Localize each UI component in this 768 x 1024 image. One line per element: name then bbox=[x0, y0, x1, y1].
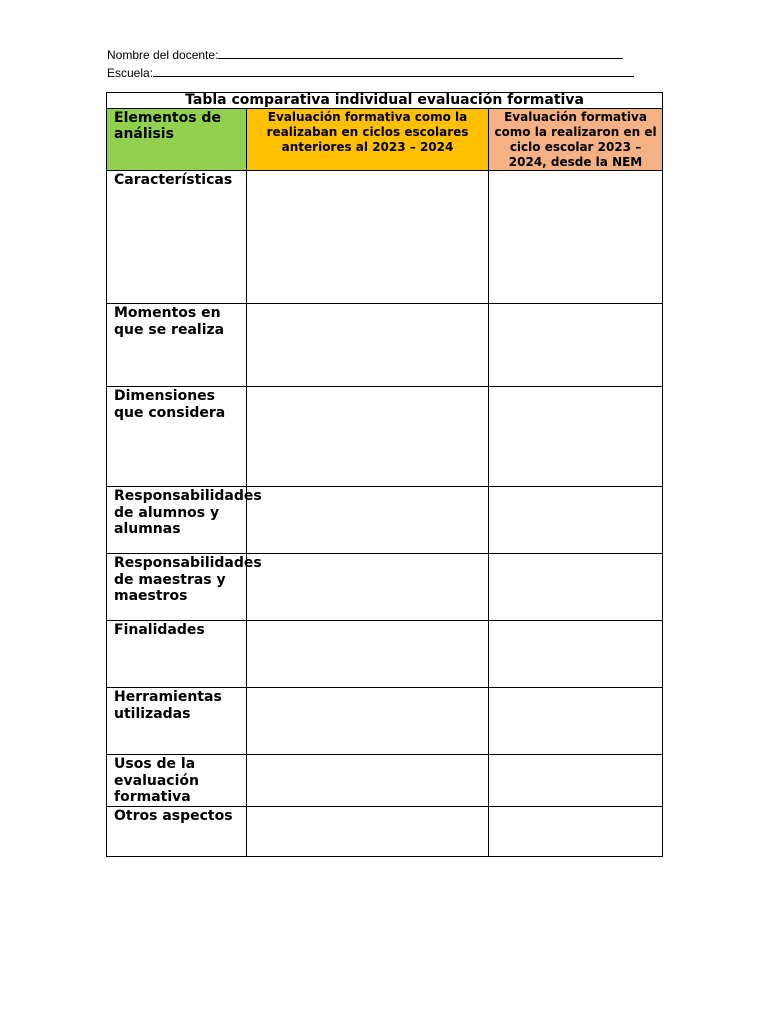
cell-nem[interactable] bbox=[489, 554, 663, 621]
header-anteriores: Evaluación formativa como la realizaban en ciclos escolares anteriores al 2023 – 2024 bbox=[247, 109, 489, 171]
row-label-finalidades: Finalidades bbox=[107, 621, 247, 688]
comparison-table bbox=[106, 92, 663, 857]
row-label-herramientas: Herramientas utilizadas bbox=[107, 688, 247, 755]
cell-anteriores[interactable] bbox=[247, 755, 489, 807]
row-label-otros: Otros aspectos bbox=[107, 806, 247, 856]
cell-anteriores[interactable] bbox=[247, 304, 489, 387]
table-row bbox=[107, 755, 663, 807]
table-row bbox=[107, 554, 663, 621]
docente-label: Nombre del docente: bbox=[107, 48, 219, 62]
row-label-momentos: Momentos en que se realiza bbox=[107, 304, 247, 387]
cell-nem[interactable] bbox=[489, 688, 663, 755]
table-row bbox=[107, 171, 663, 304]
row-label-usos: Usos de la evaluación formativa bbox=[107, 755, 247, 807]
table-row bbox=[107, 304, 663, 387]
cell-anteriores[interactable] bbox=[247, 387, 489, 487]
row-label-resp-alumnos: Responsabilidades de alumnos y alumnas bbox=[107, 487, 247, 554]
table-row bbox=[107, 621, 663, 688]
cell-anteriores[interactable] bbox=[247, 688, 489, 755]
cell-anteriores[interactable] bbox=[247, 806, 489, 856]
header-elementos: Elementos de análisis bbox=[107, 109, 247, 171]
table-title: Tabla comparativa individual evaluación formativa bbox=[107, 93, 663, 109]
table-row bbox=[107, 487, 663, 554]
cell-anteriores[interactable] bbox=[247, 554, 489, 621]
cell-nem[interactable] bbox=[489, 806, 663, 856]
escuela-blank-line[interactable] bbox=[153, 65, 634, 77]
docente-field bbox=[107, 47, 623, 62]
cell-nem[interactable] bbox=[489, 171, 663, 304]
docente-blank-line[interactable] bbox=[218, 47, 623, 59]
cell-anteriores[interactable] bbox=[247, 487, 489, 554]
cell-anteriores[interactable] bbox=[247, 171, 489, 304]
table-row bbox=[107, 688, 663, 755]
cell-anteriores[interactable] bbox=[247, 621, 489, 688]
cell-nem[interactable] bbox=[489, 621, 663, 688]
row-label-dimensiones: Dimensiones que considera bbox=[107, 387, 247, 487]
table-row bbox=[107, 806, 663, 856]
table-row bbox=[107, 387, 663, 487]
cell-nem[interactable] bbox=[489, 304, 663, 387]
header-nem: Evaluación formativa como la realizaron en el ciclo escolar 2023 – 2024, desde la NEM bbox=[489, 109, 663, 171]
cell-nem[interactable] bbox=[489, 487, 663, 554]
cell-nem[interactable] bbox=[489, 387, 663, 487]
escuela-label: Escuela: bbox=[107, 66, 154, 80]
escuela-field bbox=[107, 65, 634, 80]
row-label-caracteristicas: Características bbox=[107, 171, 247, 304]
cell-nem[interactable] bbox=[489, 755, 663, 807]
row-label-resp-maestros: Responsabilidades de maestras y maestros bbox=[107, 554, 247, 621]
